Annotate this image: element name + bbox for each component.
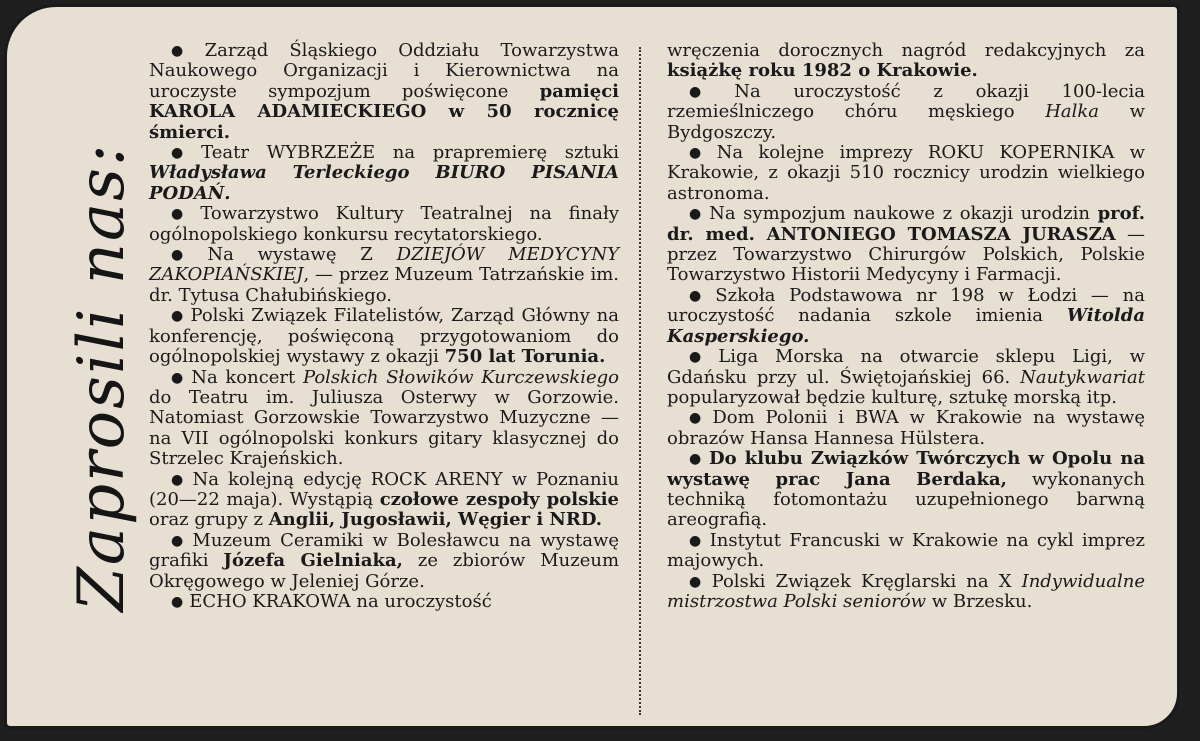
text-segment: Władysława Terleckiego BIURO PISANIA PODAŃ.	[149, 162, 619, 204]
bullet-icon: ●	[689, 206, 704, 223]
text-segment: Halka	[1045, 101, 1100, 123]
bullet-icon: ●	[689, 287, 710, 304]
text-segment: popularyzował będzie kulturę, sztukę morską itp.	[667, 386, 1118, 408]
bullet-icon: ●	[171, 247, 202, 264]
text-segment: Szkoła Podstawowa nr 198 w Łodzi — na uroczystość nadania szkole imienia	[667, 284, 1145, 327]
text-segment: Polski Związek Filatelistów, Zarząd Główny na konferencję, poświęconą przygotowaniom do ogólnopolskiej wystawy z okazji	[149, 305, 619, 368]
invitation-item	[149, 143, 619, 204]
text-segment: Instytut Francuski w Krakowie na cykl imprez majowych.	[667, 529, 1145, 572]
text-segment: Anglii, Jugosławii, Węgier i NRD.	[268, 509, 603, 531]
bullet-icon: ●	[171, 593, 184, 610]
text-segment: w Bydgoszczy.	[667, 101, 1145, 143]
right-column	[667, 41, 1145, 612]
text-segment: Polskich Słowików Kurczewskiego	[302, 366, 619, 388]
text-segment: wręczenia dorocznych nagród redakcyjnych za	[667, 40, 1145, 61]
text-segment: Na wystawę Z	[207, 244, 397, 266]
invitation-item	[149, 531, 619, 592]
invitation-item	[149, 306, 619, 367]
text-segment: Na kolejne imprezy ROKU KOPERNIKA w Krakowie, z okazji 510 rocznicy urodzin wielkiego astronoma.	[667, 142, 1146, 204]
bullet-icon: ●	[689, 145, 711, 162]
invitation-item	[667, 531, 1145, 572]
heading-area	[47, 142, 157, 612]
bullet-icon: ●	[171, 43, 199, 59]
invitation-item	[149, 592, 619, 612]
invitation-item	[149, 368, 619, 470]
text-segment: prof. dr. med. ANTONIEGO TOMASZA JURASZA	[667, 203, 1146, 245]
column-divider	[639, 47, 641, 715]
text-segment: książkę roku 1982 o Krakowie.	[667, 60, 978, 82]
text-segment: Towarzystwo Kultury Teatralnej na finały ogólnopolskiego konkursu recytatorskiego.	[149, 203, 620, 245]
text-segment: Zarząd Śląskiego Oddziału Towarzystwa Naukowego Organizacji i Kierownictwa na uroczyste sympozjum poświęcone	[149, 40, 620, 102]
bullet-icon: ●	[171, 369, 186, 386]
text-segment: Polski Związek Kręglarski na X	[711, 570, 1022, 592]
invitation-item	[667, 408, 1145, 449]
invitation-item	[149, 204, 619, 245]
text-segment: Indywidualne mistrzostwa Polski seniorów	[667, 570, 1145, 612]
text-segment: pamięci KAROLA ADAMIECKIEGO w 50 rocznicę śmierci.	[149, 80, 619, 143]
text-segment: Józefa Gielniaka,	[223, 550, 403, 572]
text-segment: DZIEJÓW MEDYCYNY ZAKOPIAŃSKIEJ	[149, 244, 619, 286]
continued-item	[667, 41, 1145, 82]
text-segment: Do klubu Związków Twórczych w Opolu na wystawę prac Jana Berdaka,	[667, 448, 1145, 490]
invitation-item	[667, 204, 1145, 286]
bullet-icon: ●	[689, 451, 704, 468]
text-segment: Dom Polonii i BWA w Krakowie na wystawę obrazów Hansa Hannesa Hülstera.	[667, 407, 1145, 449]
bullet-icon: ●	[171, 308, 185, 325]
text-segment: Liga Morska na otwarcie sklepu Ligi, w Gdańsku przy ul. Świętojańskiej 66.	[667, 346, 1145, 388]
bullet-icon: ●	[689, 410, 707, 427]
bullet-icon: ●	[171, 532, 187, 549]
text-segment: Na kolejną edycję ROCK ARENY w Poznaniu (20—22 maja). Wystąpią	[149, 468, 620, 510]
invitation-item	[667, 286, 1145, 347]
text-segment: Nautykwariat	[1020, 366, 1145, 388]
bullet-icon: ●	[689, 573, 706, 590]
bullet-icon: ●	[171, 206, 195, 223]
text-segment: do Teatru im. Juliusza Osterwy w Gorzowie. Natomiast Gorzowskie Towarzystwo Muzyczne — na VII ogólnopolski konkurs gitary klasycznej do Strzelec Krajeńskich.	[149, 386, 619, 470]
left-column	[149, 41, 619, 612]
invitation-item	[149, 470, 619, 531]
text-segment: Witolda Kasperskiego.	[667, 305, 1145, 347]
text-segment: ze zbiorów Muzeum Okręgowego w Jeleniej Górze.	[149, 550, 620, 592]
bullet-icon: ●	[689, 532, 704, 549]
bullet-icon: ●	[689, 349, 713, 366]
bullet-icon: ●	[171, 145, 196, 162]
text-segment: — przez Towarzystwo Chirurgów Polskich, Polskie Towarzystwo Historii Medycyny i Farmacji.	[667, 223, 1145, 286]
text-segment: w Brzesku.	[926, 590, 1033, 612]
bullet-icon: ●	[689, 83, 729, 100]
text-segment: ECHO KRAKOWA na uroczystość	[189, 590, 492, 612]
text-segment: Na uroczystość z okazji 100-lecia rzemieślniczego chóru męskiego	[667, 80, 1145, 123]
invitation-item	[667, 82, 1145, 143]
invitation-item	[149, 245, 619, 306]
text-segment: oraz grupy z	[149, 509, 269, 531]
invitation-item	[667, 143, 1145, 204]
text-segment: Na sympozjum naukowe z okazji urodzin	[709, 203, 1098, 225]
text-segment: Muzeum Ceramiki w Bolesławcu na wystawę grafiki	[149, 529, 620, 572]
text-segment: czołowe zespoły polskie	[379, 488, 619, 510]
text-segment: , — przez Muzeum Tatrzańskie im. dr. Tytusa Chałubińskiego.	[149, 264, 619, 306]
bullet-icon: ●	[171, 471, 187, 488]
text-segment: Na koncert	[191, 366, 303, 388]
text-segment: 750 lat Torunia.	[444, 346, 606, 368]
text-segment: Teatr WYBRZEŻE na prapremierę sztuki	[201, 142, 619, 164]
invitation-item	[667, 572, 1145, 613]
text-segment: wykonanych techniką fotomontażu uzupełnionego barwną areografią.	[667, 468, 1145, 531]
invitation-item	[149, 41, 619, 143]
invitation-item	[667, 347, 1145, 408]
heading: Zaprosili nas:	[65, 142, 139, 612]
invitation-item	[667, 449, 1145, 531]
invitations-panel	[4, 4, 1180, 729]
